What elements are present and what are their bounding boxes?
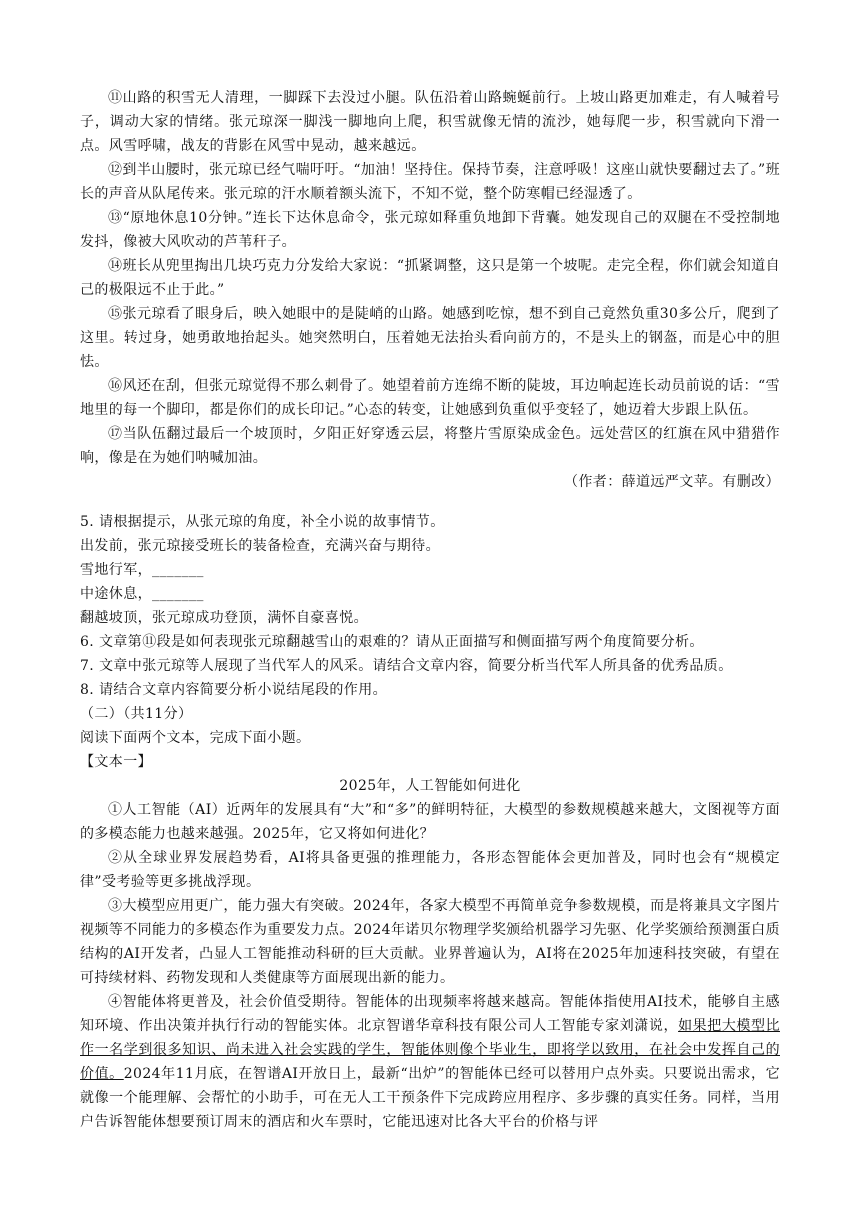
article-paragraph-2: ②从全球业界发展趋势看，AI将具备更强的推理能力，各形态智能体会更加普及，同时也会有“规模定律”受考验等更多挑战浮现。 xyxy=(80,850,780,890)
story-section xyxy=(80,86,780,494)
question-6: 6. 文章第⑪段是如何表现张元琼翻越雪山的艰难的？请从正面描写和侧面描写两个角度简要分析。 xyxy=(80,634,704,650)
question-8: 8. 请结合文章内容简要分析小说结尾段的作用。 xyxy=(80,682,388,698)
article-paragraph-4 xyxy=(80,990,780,1134)
story-paragraph-12: ⑫到半山腰时，张元琼已经气喘吁吁。“加油！坚持住。保持节奏，注意呼吸！这座山就快要翻过去了。”班长的声音从队尾传来。张元琼的汗水顺着额头流下，不知不觉，整个防寒帽已经湿透了。 xyxy=(80,162,780,202)
story-attribution: （作者：薛道远严文苹。有删改） xyxy=(564,474,780,490)
question-5-prompt-depart: 出发前，张元琼接受班长的装备检查，充满兴奋与期待。 xyxy=(80,538,440,554)
article-paragraph-4-rest: 2024年11月底，在智谱AI开放日上，最新“出炉”的智能体已经可以替用户点外卖。只要说出需求，它就像一个能理解、会帮忙的小助手，可在无人工干预条件下完成跨应用程序、多步骤的真实任务。同样，当用户告诉智能体想要预订周末的酒店和火车票时，它能迅速对比各大平台的价格与评 xyxy=(80,1066,781,1130)
question-5-prompt-rest: 中途休息，_______ xyxy=(80,586,204,602)
questions-section xyxy=(80,510,780,702)
section-two xyxy=(80,702,780,1134)
story-paragraph-16: ⑯风还在刮，但张元琼觉得不那么刺骨了。她望着前方连绵不断的陡坡，耳边响起连长动员前说的话：“雪地里的每一个脚印，都是你们的成长印记。”心态的转变，让她感到负重似乎变轻了，她迈着大步跟上队伍。 xyxy=(80,378,780,418)
story-paragraph-15: ⑮张元琼看了眼身后，映入她眼中的是陡峭的山路。她感到吃惊，想不到自己竟然负重30多公斤，爬到了这里。转过身，她勇敢地抬起头。她突然明白，压着她无法抬头看向前方的，不是头上的钢盔，而是心中的胆怯。 xyxy=(80,306,780,370)
story-paragraph-11: ⑪山路的积雪无人清理，一脚踩下去没过小腿。队伍沿着山路蜿蜒前行。上坡山路更加难走，有人喊着号子，调动大家的情绪。张元琼深一脚浅一脚地向上爬，积雪就像无情的流沙，她每爬一步，积雪就向下滑一点。风雪呼啸，战友的背影在风雪中晃动，越来越远。 xyxy=(80,90,780,154)
story-paragraph-13: ⑬“原地休息10分钟。”连长下达休息命令，张元琼如释重负地卸下背囊。她发现自己的双腿在不受控制地发抖，像被大风吹动的芦苇秆子。 xyxy=(80,210,780,250)
article-paragraph-4-intro: ④智能体将更普及，社会价值受期待。智能体的出现频率将越来越高。智能体指使用AI技术，能够自主感知环境、作出决策并执行行动的智能实体。北京智谱华章科技有限公司人工智能专家刘潇说， xyxy=(80,994,780,1034)
text-one-label: 【文本一】 xyxy=(80,754,152,770)
question-7: 7. 文章中张元琼等人展现了当代军人的风采。请结合文章内容，简要分析当代军人所具备的优秀品质。 xyxy=(80,658,733,674)
question-5-prompt-summit: 翻越坡顶，张元琼成功登顶，满怀自豪喜悦。 xyxy=(80,610,368,626)
section-two-header: （二）（共11分） xyxy=(80,706,193,722)
story-paragraph-17: ⑰当队伍翻过最后一个坡顶时，夕阳正好穿透云层，将整片雪原染成金色。远处营区的红旗在风中猎猎作响，像是在为她们呐喊加油。 xyxy=(80,426,780,466)
question-5-prompt-march: 雪地行军，_______ xyxy=(80,562,204,578)
story-paragraph-14: ⑭班长从兜里掏出几块巧克力分发给大家说：“抓紧调整，这只是第一个坡呢。走完全程，你们就会知道自己的极限远不止于此。” xyxy=(80,258,780,298)
article-paragraph-1: ①人工智能（AI）近两年的发展具有“大”和“多”的鲜明特征，大模型的参数规模越来越大，文图视等方面的多模态能力也越来越强。2025年，它又将如何进化？ xyxy=(80,802,780,842)
question-5: 5. 请根据提示，从张元琼的角度，补全小说的故事情节。 xyxy=(80,514,445,530)
section-two-instruction: 阅读下面两个文本，完成下面小题。 xyxy=(80,730,311,746)
article-paragraph-3: ③大模型应用更广，能力强大有突破。2024年，各家大模型不再简单竞争参数规模，而是将兼具文字图片视频等不同能力的多模态作为重要发力点。2024年诺贝尔物理学奖颁给机器学习先驱、化学奖颁给预测蛋白质结构的AI开发者，凸显人工智能推动科研的巨大贡献。业界普遍认为，AI将在2025年加速科技突破，有望在可持续材料、药物发现和人类健康等方面展现出新的能力。 xyxy=(80,898,780,986)
article-title: 2025年，人工智能如何进化 xyxy=(339,778,521,794)
underlined-sentence: 如果把大模型比作一名学到很多知识、尚未进入社会实践的学生，智能体则像个毕业生，即将学以致用，在社会中发挥自己的价值。 xyxy=(80,1018,780,1082)
